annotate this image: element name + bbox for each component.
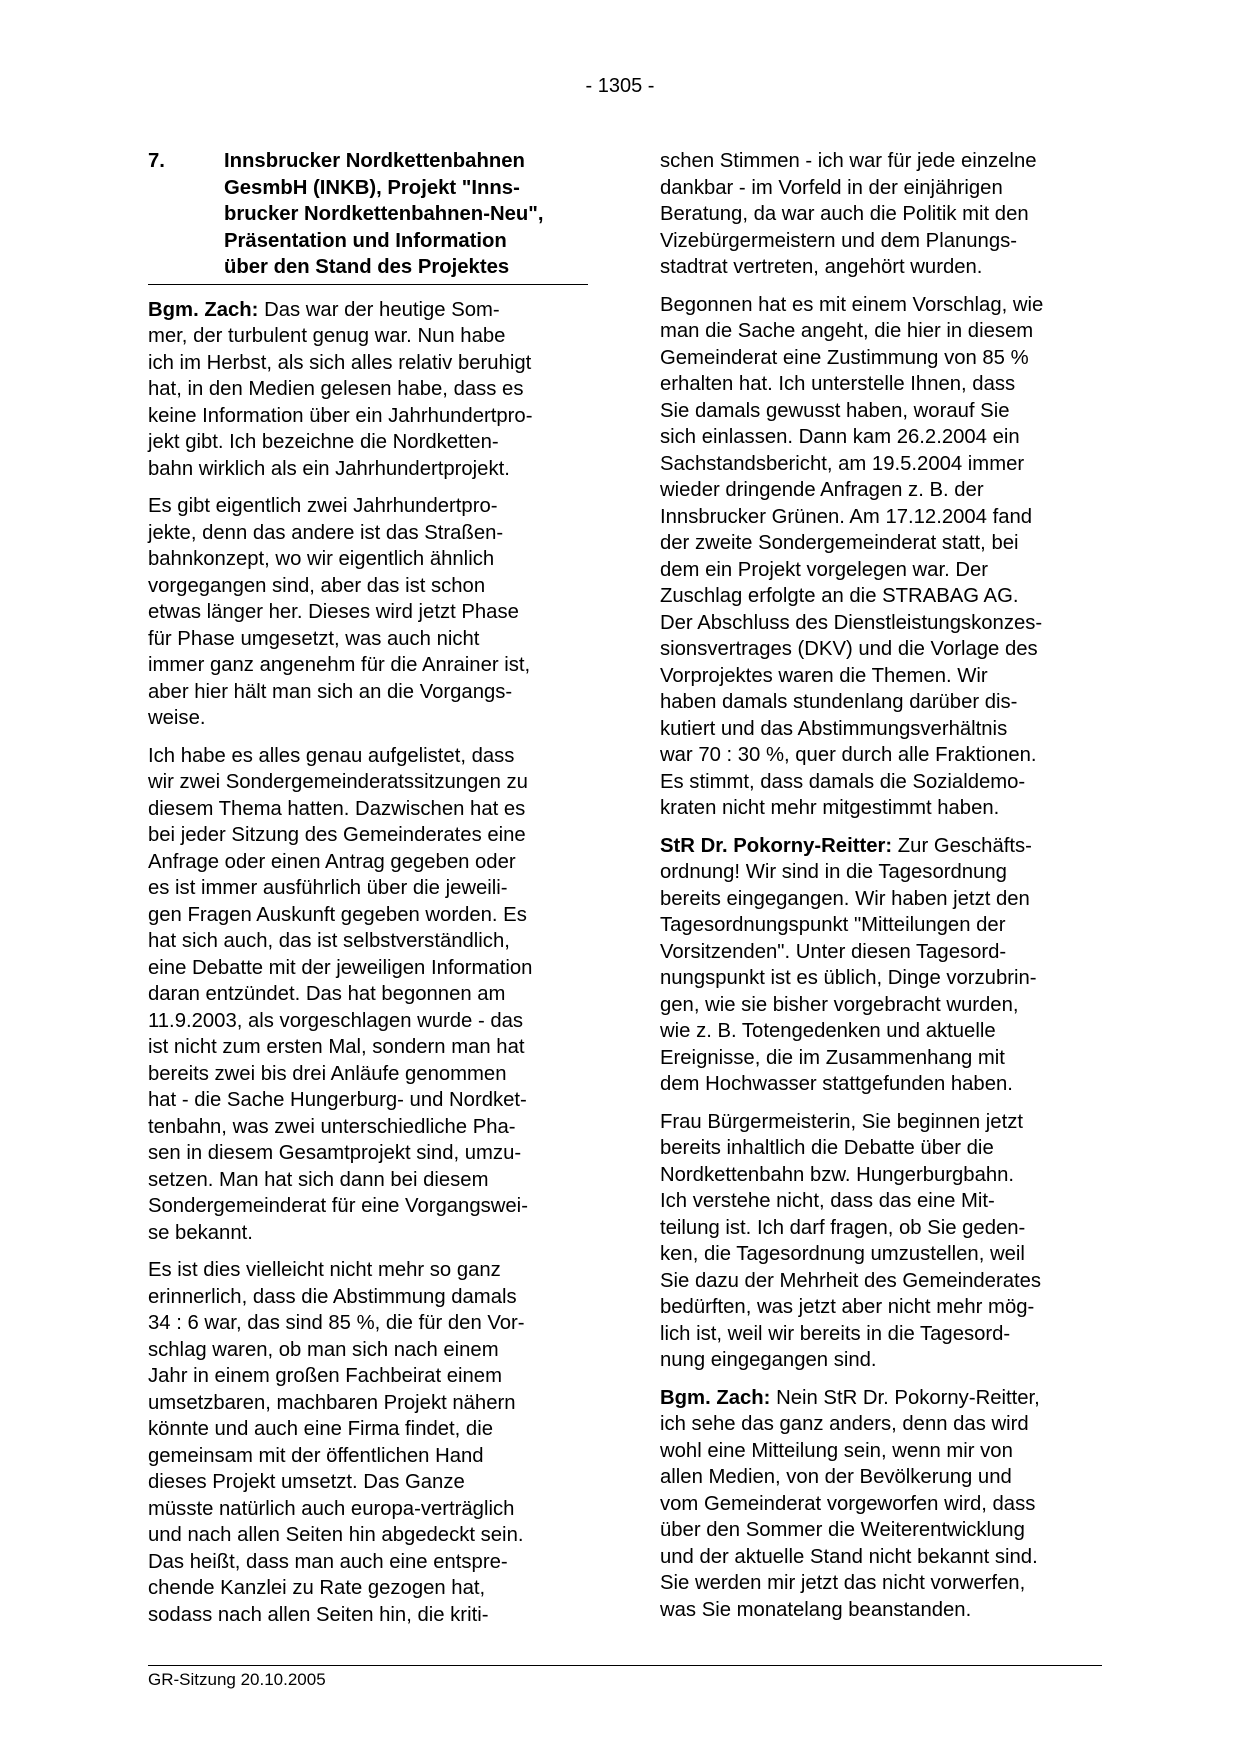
paragraph	[660, 1385, 1100, 1624]
left-column	[148, 148, 588, 1639]
paragraph	[660, 833, 1100, 1098]
paragraph-text: schen Stimmen - ich war für jede einzelne dankbar - im Vorfeld in der einjährigen Beratung, da war auch die Politik mit den Vizebürgermeistern und dem Planungs- stadtrat vertreten, angehört wurden.	[660, 150, 1037, 278]
agenda-item-number: 7.	[148, 150, 165, 172]
agenda-item-title: Innsbrucker Nordkettenbahnen GesmbH (INKB), Projekt "Inns- brucker Nordkettenbahnen-Neu", Präsentation und Information über den Stand des Projektes	[224, 150, 544, 278]
footer-rule	[148, 1665, 1102, 1666]
page-number: - 1305 -	[585, 75, 655, 97]
footer-text: GR-Sitzung 20.10.2005	[148, 1670, 326, 1689]
paragraph	[148, 1257, 588, 1628]
paragraph	[148, 743, 588, 1247]
paragraph-text: Es gibt eigentlich zwei Jahrhundertpro- jekte, denn das andere ist das Straßen- bahnkonzept, wo wir eigentlich ähnlich vorgegangen sind, aber das ist schon etwas länger her. Dieses wird jetzt Phase für Phase umgesetzt, was auch nicht immer ganz angenehm für die Anrainer ist, aber hier hält man sich an die Vorgangs- weise.	[148, 495, 531, 729]
paragraph-text: Ich habe es alles genau aufgelistet, dass wir zwei Sondergemeinderatssitzungen zu diesem Thema hatten. Dazwischen hat es bei jeder Sitzung des Gemeinderates eine Anfrage oder einen Antrag gegeben oder es ist immer ausführlich über die jeweili- gen Fragen Auskunft gegeben worden. Es hat sich auch, das ist selbstverständlich, eine Debatte mit der jeweiligen Information daran entzündet. Das hat begonnen am 11.9.2003, als vorgeschlagen wurde - das ist nicht zum ersten Mal, sondern man hat bereits zwei bis drei Anläufe genommen hat - die Sache Hungerburg- und Nordket- tenbahn, was zwei unterschiedliche Pha- sen in diesem Gesamtprojekt sind, umzu- setzen. Man hat sich dann bei diesem Sondergemeinderat für eine Vorgangswei- se bekannt.	[148, 744, 533, 1244]
speaker-name: Bgm. Zach:	[660, 1386, 771, 1409]
paragraph-text: Frau Bürgermeisterin, Sie beginnen jetzt bereits inhaltlich die Debatte über die Nordkettenbahn bzw. Hungerburgbahn. Ich verstehe nicht, dass das eine Mit- teilung ist. Ich darf fragen, ob Sie geden- ken, die Tagesordnung umzustellen, weil Sie dazu der Mehrheit des Gemeinderates bedürften, was jetzt aber nicht mehr mög- lich ist, weil wir bereits in die Tagesord- nung eingegangen sind.	[660, 1110, 1042, 1371]
speaker-name: StR Dr. Pokorny-Reitter:	[660, 834, 893, 857]
paragraph	[148, 493, 588, 732]
agenda-item-heading	[148, 148, 588, 285]
paragraph-text: Das war der heutige Som- mer, der turbulent genug war. Nun habe ich im Herbst, als sich alles relativ beruhigt hat, in den Medien gelesen habe, dass es keine Information über ein Jahrhundertpro- jekt gibt. Ich bezeichne die Nordketten- bahn wirklich als ein Jahrhundertprojekt.	[148, 298, 533, 480]
paragraph-text: Zur Geschäfts- ordnung! Wir sind in die Tagesordnung bereits eingegangen. Wir haben jetzt den Tagesordnungspunkt "Mitteilungen der Vorsitzenden". Unter diesen Tagesord- nungspunkt ist es üblich, Dinge vorzubrin- gen, wie sie bisher vorgebracht wurden, wie z. B. Totengedenken und aktuelle Ereignisse, die im Zusammenhang mit dem Hochwasser stattgefunden haben.	[660, 834, 1037, 1095]
paragraph-text: Es ist dies vielleicht nicht mehr so ganz erinnerlich, dass die Abstimmung damals 34 : 6 war, das sind 85 %, die für den Vor- schlag waren, ob man sich nach einem Jahr in einem großen Fachbeirat einem umsetzbaren, machbaren Projekt nähern könnte und auch eine Firma findet, die gemeinsam mit der öffentlichen Hand dieses Projekt umsetzt. Das Ganze müsste natürlich auch europa-verträglich und nach allen Seiten hin abgedeckt sein. Das heißt, dass man auch eine entspre- chende Kanzlei zu Rate gezogen hat, sodass nach allen Seiten hin, die kriti-	[148, 1259, 525, 1626]
paragraph-text: Begonnen hat es mit einem Vorschlag, wie man die Sache angeht, die hier in diesem Gemeinderat eine Zustimmung von 85 % erhalten hat. Ich unterstelle Ihnen, dass Sie damals gewusst haben, worauf Sie sich einlassen. Dann kam 26.2.2004 ein Sachstandsbericht, am 19.5.2004 immer wieder dringende Anfragen z. B. der Innsbrucker Grünen. Am 17.12.2004 fand der zweite Sondergemeinderat statt, bei dem ein Projekt vorgelegen war. Der Zuschlag erfolgte an die STRABAG AG. Der Abschluss des Dienstleistungskonzes- sionsvertrages (DKV) und die Vorlage des Vorprojektes waren die Themen. Wir haben damals stundenlang darüber dis- kutiert und das Abstimmungsverhältnis war 70 : 30 %, quer durch alle Fraktionen. Es stimmt, dass damals die Sozialdemo- kraten nicht mehr mitgestimmt haben.	[660, 293, 1044, 819]
paragraph	[660, 148, 1100, 281]
speaker-name: Bgm. Zach:	[148, 298, 259, 321]
paragraph	[660, 1109, 1100, 1374]
paragraph	[660, 292, 1100, 822]
paragraph	[148, 297, 588, 483]
paragraph-text: Nein StR Dr. Pokorny-Reitter, ich sehe das ganz anders, denn das wird wohl eine Mitteilung sein, wenn mir von allen Medien, von der Bevölkerung und vom Gemeinderat vorgeworfen wird, dass über den Sommer die Weiterentwicklung und der aktuelle Stand nicht bekannt sind. Sie werden mir jetzt das nicht vorwerfen, was Sie monatelang beanstanden.	[660, 1386, 1040, 1621]
right-column	[660, 148, 1100, 1634]
